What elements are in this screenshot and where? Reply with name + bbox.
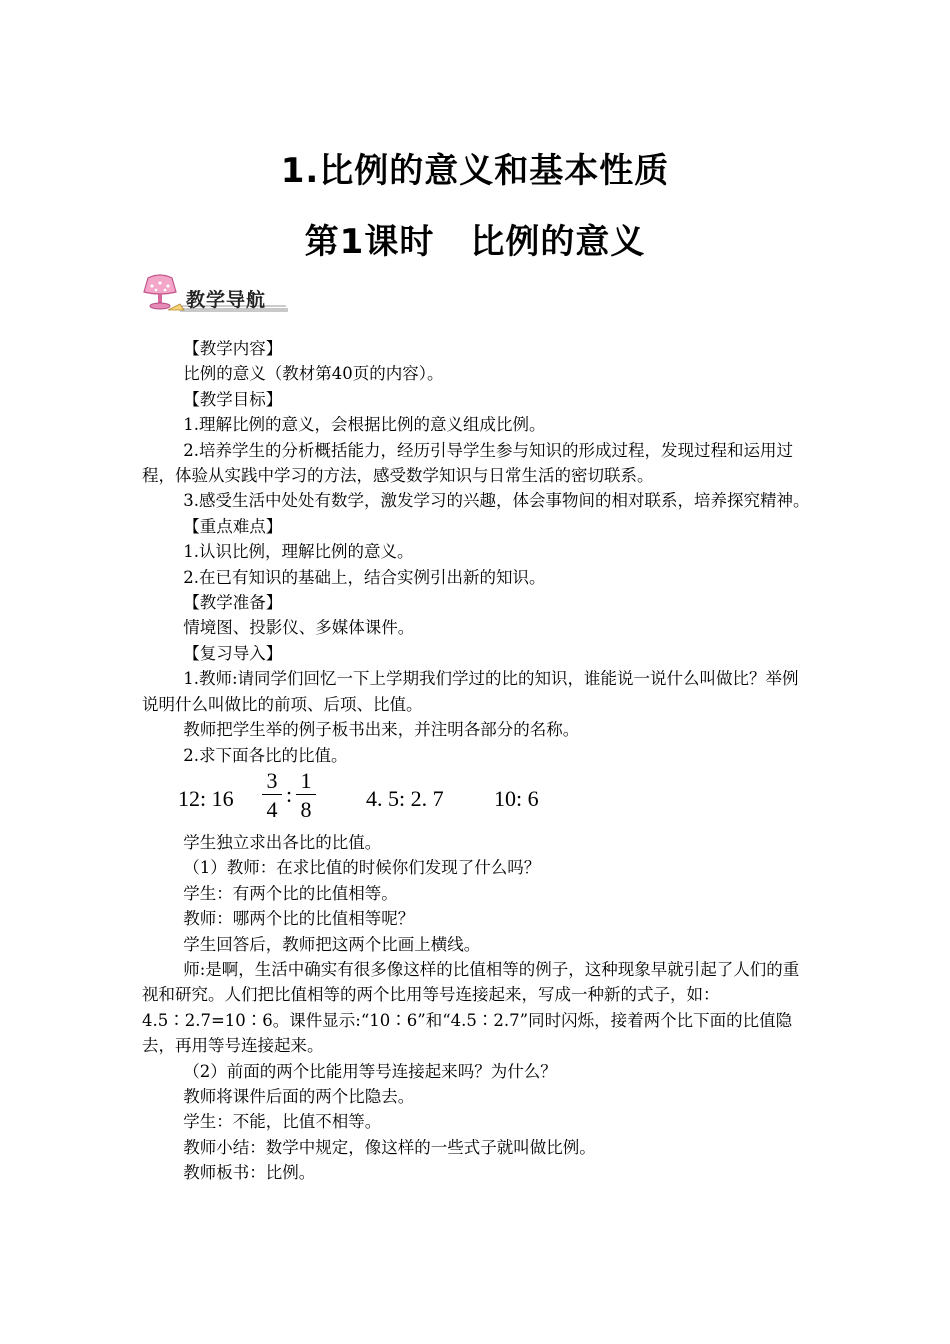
ratio-10-6: 10: 6	[494, 785, 539, 811]
paragraph: 学生：有两个比的比值相等。	[183, 883, 398, 903]
lesson-number: 第1课时	[304, 222, 435, 262]
paragraph: （1）教师：在求比值的时候你们发现了什么吗？	[183, 858, 541, 878]
paragraph: 【复习导入】	[183, 643, 283, 663]
paragraph: 【教学准备】	[183, 593, 283, 613]
paragraph: 比例的意义（教材第40页的内容）。	[183, 364, 444, 384]
paragraph: 3.感受生活中处处有数学，激发学习的兴趣，体会事物间的相对联系，培养探究精神。	[183, 491, 810, 511]
paragraph: 学生：不能，比值不相等。	[183, 1112, 382, 1132]
paragraph: 教师小结：数学中规定，像这样的一些式子就叫做比例。	[183, 1137, 596, 1157]
paragraph: 师:是啊，生活中确实有很多像这样的比值相等的例子，这种现象早就引起了人们的重视和研究。人们把比值相等的两个比用等号连接起来，写成一种新的式子，如：4.5∶2.7=10∶6。课件显示:“10∶6”和“4.5∶2.7”同时闪烁，接着两个比下面的比值隐去，再用等号连接起来。	[142, 959, 800, 1056]
paragraph: 2.在已有知识的基础上，结合实例引出新的知识。	[183, 567, 546, 587]
paragraph: 教师将课件后面的两个比隐去。	[183, 1086, 415, 1106]
paragraph: 教师：哪两个比的比值相等呢？	[183, 909, 415, 929]
fraction-three-quarters	[262, 768, 282, 825]
ratio-expressions	[142, 768, 814, 830]
paragraph: （2）前面的两个比能用等号连接起来吗？为什么？	[183, 1061, 557, 1081]
nav-badge-label: 教学导航	[186, 289, 267, 311]
paragraph: 教师板书：比例。	[183, 1163, 316, 1183]
paragraph: 1.教师:请同学们回忆一下上学期我们学过的比的知识，谁能说一说什么叫做比？举例说明什么叫做比的前项、后项、比值。	[142, 669, 799, 714]
paragraph: 【教学内容】	[183, 339, 283, 358]
paragraph: 2.培养学生的分析概括能力，经历引导学生参与知识的形成过程，发现过程和运用过程，体验从实践中学习的方法，感受数学知识与日常生活的密切联系。	[142, 440, 793, 486]
paragraph: 学生回答后，教师把这两个比画上横线。	[183, 934, 481, 954]
main-title: 1.比例的意义和基本性质	[280, 151, 670, 191]
lesson-topic: 比例的意义	[470, 222, 646, 262]
paragraph: 【教学目标】	[183, 389, 283, 409]
lesson-subtitle	[0, 214, 950, 263]
paragraph: 教师把学生举的例子板书出来，并注明各部分的名称。	[183, 720, 580, 740]
paragraph: 2.求下面各比的比值。	[183, 745, 348, 765]
teaching-nav-badge	[140, 274, 290, 318]
document-body	[142, 336, 814, 1186]
paragraph: 1.认识比例，理解比例的意义。	[183, 542, 414, 562]
paragraph: 情境图、投影仪、多媒体课件。	[183, 618, 415, 638]
paragraph: 1.理解比例的意义，会根据比例的意义组成比例。	[183, 415, 546, 435]
fraction-denominator: 8	[300, 796, 312, 822]
ratio-12-16: 12: 16	[178, 785, 234, 811]
paragraph: 学生独立求出各比的比值。	[183, 832, 382, 852]
fraction-numerator: 1	[300, 767, 312, 793]
paragraph: 【重点难点】	[183, 516, 283, 536]
ratio-4-5-2-7: 4. 5: 2. 7	[366, 785, 444, 811]
fraction-denominator: 4	[266, 796, 278, 822]
ratio-colon: :	[286, 781, 293, 807]
fraction-one-eighth	[296, 768, 316, 825]
fraction-numerator: 3	[266, 767, 278, 793]
